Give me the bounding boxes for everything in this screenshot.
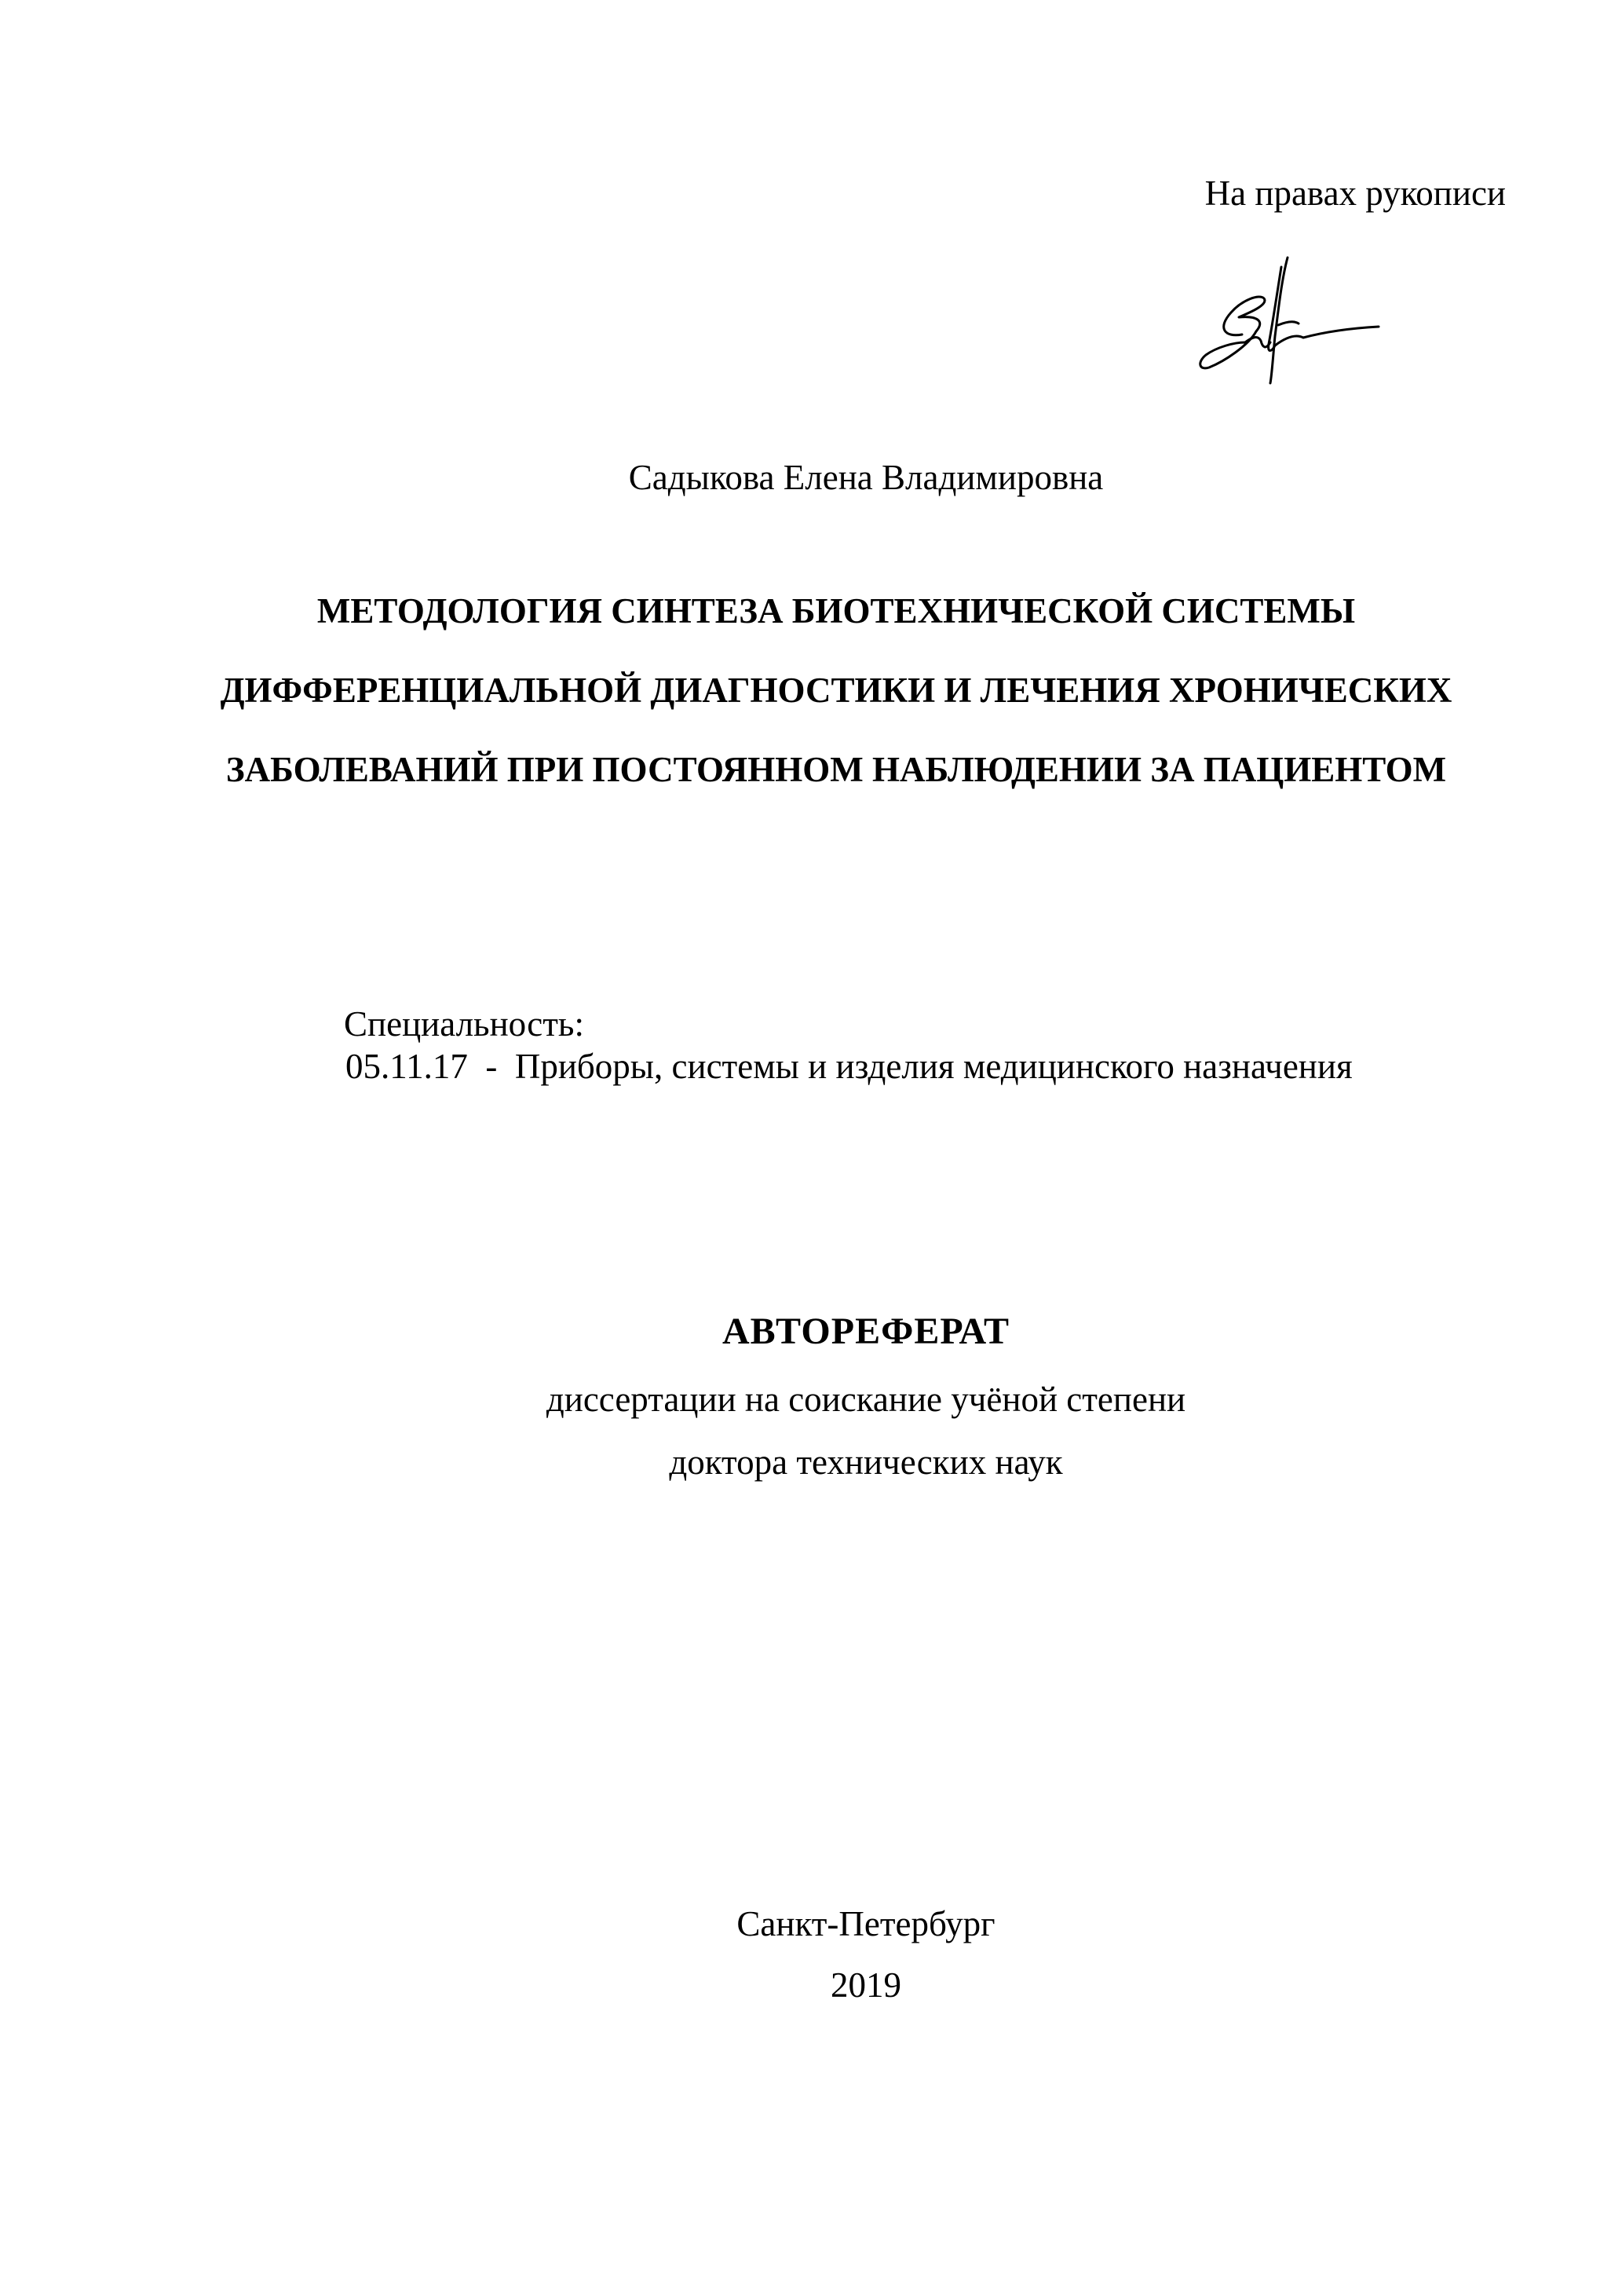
signature-image: [1193, 250, 1382, 385]
specialty-label: Специальность:: [344, 1004, 584, 1044]
dissertation-title: [181, 572, 1492, 810]
year: 2019: [831, 1965, 901, 2005]
document-type: АВТОРЕФЕРАТ: [722, 1311, 1010, 1352]
title-line-2: ДИФФЕРЕНЦИАЛЬНОЙ ДИАГНОСТИКИ И ЛЕЧЕНИЯ ХРОНИЧЕСКИХ: [220, 671, 1452, 710]
city: Санкт-Петербург: [736, 1904, 995, 1943]
specialty-code-line: 05.11.17 - Приборы, системы и изделия медицинского назначения: [345, 1047, 1353, 1086]
degree-purpose-line-1: диссертации на соискание учёной степени: [546, 1380, 1186, 1419]
title-line-3: ЗАБОЛЕВАНИЙ ПРИ ПОСТОЯННОМ НАБЛЮДЕНИИ ЗА ПАЦИЕНТОМ: [225, 750, 1447, 789]
title-line-1: МЕТОДОЛОГИЯ СИНТЕЗА БИОТЕХНИЧЕСКОЙ СИСТЕМЫ: [316, 591, 1356, 631]
manuscript-note: На правах рукописи: [1204, 174, 1506, 213]
author-name: Садыкова Елена Владимировна: [628, 458, 1104, 497]
degree-purpose-line-2: доктора технических наук: [669, 1442, 1063, 1482]
